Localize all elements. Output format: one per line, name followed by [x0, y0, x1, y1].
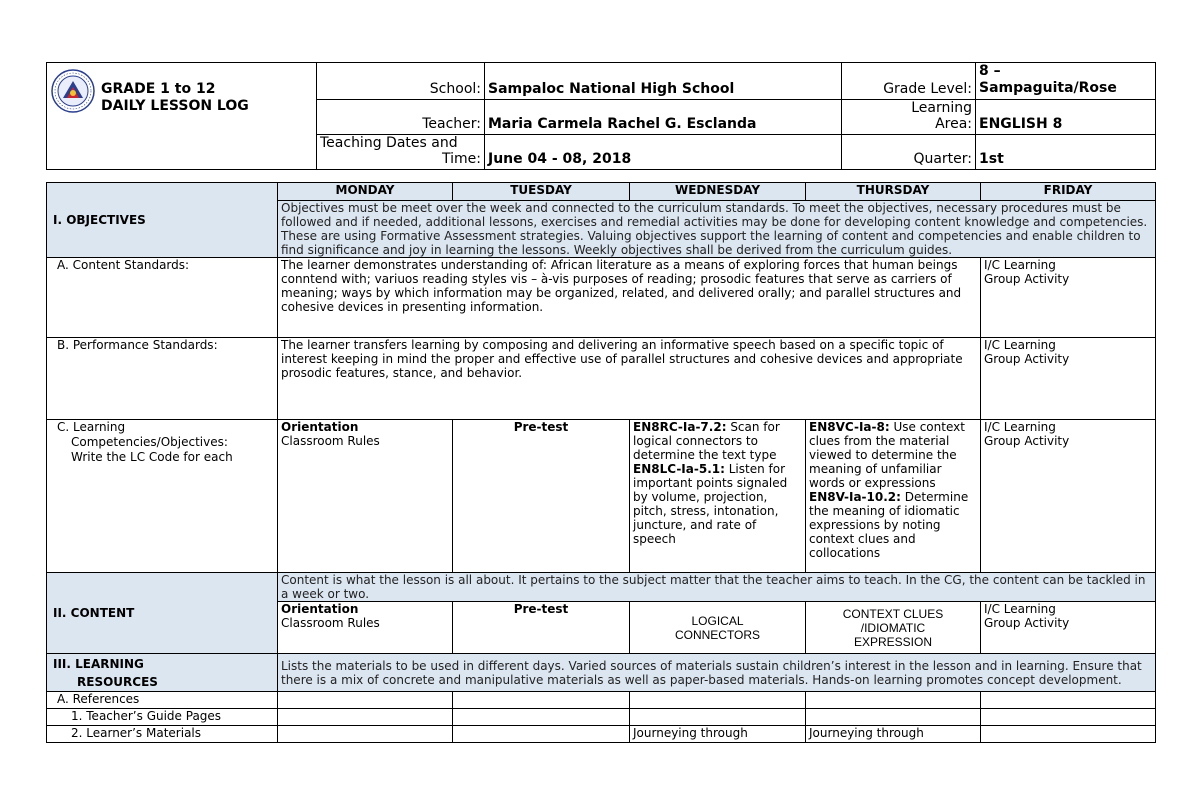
competencies-label-line-3: Write the LC Code for each: [71, 450, 233, 464]
lc-text: Scan for logical connectors to determine the text type: [633, 420, 780, 462]
learning-area-label-line-2: Area:: [935, 116, 972, 132]
friday-line-1: I/C Learning: [984, 338, 1056, 352]
references-label: A. References: [47, 692, 278, 709]
friday-line-2: Group Activity: [984, 434, 1070, 448]
content-tuesday: [453, 602, 630, 654]
header-table: [46, 62, 1156, 170]
quarter-label: Quarter:: [842, 135, 976, 170]
tg-thursday: [806, 709, 981, 726]
title-cell: [47, 63, 317, 170]
lm-monday: [278, 726, 453, 743]
teacher-label: Teacher:: [317, 100, 485, 135]
competencies-label: [47, 420, 278, 573]
lm-wednesday: Journeying through: [630, 726, 806, 743]
day-wednesday: WEDNESDAY: [630, 183, 806, 201]
wednesday-line-1: LOGICAL: [691, 613, 744, 628]
tg-wednesday: [630, 709, 806, 726]
content-heading: II. CONTENT: [47, 573, 278, 654]
objectives-heading: I. OBJECTIVES: [47, 183, 278, 258]
competencies-wednesday: [630, 420, 806, 573]
references-thursday: [806, 692, 981, 709]
title-line-2: DAILY LESSON LOG: [101, 98, 249, 114]
friday-line-1: I/C Learning: [984, 602, 1056, 616]
tg-monday: [278, 709, 453, 726]
content-friday: [981, 602, 1156, 654]
friday-line-2: Group Activity: [984, 352, 1070, 366]
lm-friday: [981, 726, 1156, 743]
tg-friday: [981, 709, 1156, 726]
monday-text: Classroom Rules: [281, 616, 380, 630]
lc-text: Use context clues from the material viewed to determine the meaning of unfamiliar words or expressions: [809, 420, 965, 490]
quarter-value: 1st: [976, 135, 1156, 170]
monday-title: Orientation: [281, 420, 359, 434]
teacher-value: Maria Carmela Rachel G. Esclanda: [485, 100, 842, 135]
lc-code: EN8LC-Ia-5.1:: [633, 462, 725, 476]
performance-standards-friday: [981, 338, 1156, 420]
wednesday-line-2: CONNECTORS: [674, 627, 761, 642]
lc-code: EN8RC-Ia-7.2:: [633, 420, 727, 434]
lc-text: Listen for important points signaled by volume, projection, pitch, stress, intonation, juncture, and rate of speech: [633, 462, 788, 546]
content-standards-text: The learner demonstrates understanding of: African literature as a means of exploring forces that human beings conntend with; variuos reading styles vis – à-vis purposes of reading; prosodic features that serve as carriers of meaning; ways by which information may be organized, related, and delivered orally; and parallel structures and cohesive devices in presenting information.: [278, 258, 981, 338]
school-value: Sampaloc National High School: [485, 63, 842, 100]
friday-line-1: I/C Learning: [984, 420, 1056, 434]
performance-standards-label: B. Performance Standards:: [47, 338, 278, 420]
content-standards-friday: [981, 258, 1156, 338]
lm-tuesday: [453, 726, 630, 743]
learners-materials-label: 2. Learner’s Materials: [47, 726, 278, 743]
day-tuesday: TUESDAY: [453, 183, 630, 201]
competencies-tuesday: [453, 420, 630, 573]
friday-line-2: Group Activity: [984, 272, 1070, 286]
friday-line-2: Group Activity: [984, 616, 1070, 630]
learning-area-label-line-1: Learning: [911, 100, 972, 116]
references-tuesday: [453, 692, 630, 709]
dates-label-line-2: Time:: [442, 151, 481, 167]
tuesday-title: Pre-test: [513, 420, 569, 434]
learning-resources-description: Lists the materials to be used in different days. Varied sources of materials sustain children’s interest in the lesson and in learning. Ensure that there is a mix of concrete and manipulative materials as well as paper-based materials. Hands-on learning promotes concept development.: [278, 654, 1156, 692]
lm-thursday: Journeying through: [806, 726, 981, 743]
content-thursday: [806, 602, 981, 654]
learning-area-value: ENGLISH 8: [976, 100, 1156, 135]
lc-code: EN8V-Ia-10.2:: [809, 490, 901, 504]
title-line-1: GRADE 1 to 12: [101, 81, 216, 97]
lc-text: Determine the meaning of idiomatic expressions by noting context clues and collocations: [809, 490, 969, 560]
thursday-line-2: /IDIOMATIC: [860, 620, 926, 635]
learning-resources-heading-line-1: III. LEARNING: [53, 656, 144, 671]
lc-code: EN8VC-Ia-8:: [809, 420, 890, 434]
performance-standards-text: The learner transfers learning by composing and delivering an informative speech based on a specific topic of interest keeping in mind the proper and effective use of parallel structures and cohesive devices and appropriate prosodic features, stance, and behavior.: [278, 338, 981, 420]
learning-resources-heading-line-2: RESOURCES: [77, 674, 158, 689]
learning-resources-heading: [47, 654, 278, 692]
content-wednesday: [630, 602, 806, 654]
references-wednesday: [630, 692, 806, 709]
objectives-description: Objectives must be meet over the week and connected to the curriculum standards. To meet the objectives, necessary procedures must be followed and if needed, additional lessons, exercises and remedial activities may be done for developing content knowledge and competencies. These are using Formative Assessment strategies. Valuing objectives support the learning of content and competencies and enable children to find significance and joy in learning the lessons. Weekly objectives shall be derived from the curriculum guides.: [278, 201, 1156, 258]
dates-value: June 04 - 08, 2018: [485, 135, 842, 170]
learning-area-label: [842, 100, 976, 135]
teachers-guide-label: 1. Teacher’s Guide Pages: [47, 709, 278, 726]
competencies-thursday: [806, 420, 981, 573]
content-standards-label: A. Content Standards:: [47, 258, 278, 338]
thursday-line-3: EXPRESSION: [853, 634, 933, 649]
grade-level-line-1: 8 –: [979, 63, 1001, 79]
dates-label: [317, 135, 485, 170]
grade-level-line-2: Sampaguita/Rose: [979, 80, 1117, 96]
content-description: Content is what the lesson is all about. It pertains to the subject matter that the teacher aims to teach. In the CG, the content can be tackled in a week or two.: [278, 573, 1156, 602]
day-friday: FRIDAY: [981, 183, 1156, 201]
day-thursday: THURSDAY: [806, 183, 981, 201]
tg-tuesday: [453, 709, 630, 726]
school-label: School:: [317, 63, 485, 100]
competencies-monday: [278, 420, 453, 573]
grade-level-value: [976, 63, 1156, 100]
competencies-friday: [981, 420, 1156, 573]
tuesday-title: Pre-test: [513, 602, 569, 616]
deped-seal-icon: [51, 69, 95, 113]
day-monday: MONDAY: [278, 183, 453, 201]
references-friday: [981, 692, 1156, 709]
monday-title: Orientation: [281, 602, 359, 616]
references-monday: [278, 692, 453, 709]
competencies-label-line-2: Competencies/Objectives:: [71, 435, 228, 449]
grade-level-label: Grade Level:: [842, 63, 976, 100]
friday-line-1: I/C Learning: [984, 258, 1056, 272]
lesson-log-table: [46, 182, 1156, 743]
dates-label-line-1: Teaching Dates and: [320, 135, 458, 151]
thursday-line-1: CONTEXT CLUES: [842, 606, 944, 621]
content-monday: [278, 602, 453, 654]
monday-text: Classroom Rules: [281, 434, 380, 448]
competencies-label-line-1: C. Learning: [57, 420, 126, 434]
